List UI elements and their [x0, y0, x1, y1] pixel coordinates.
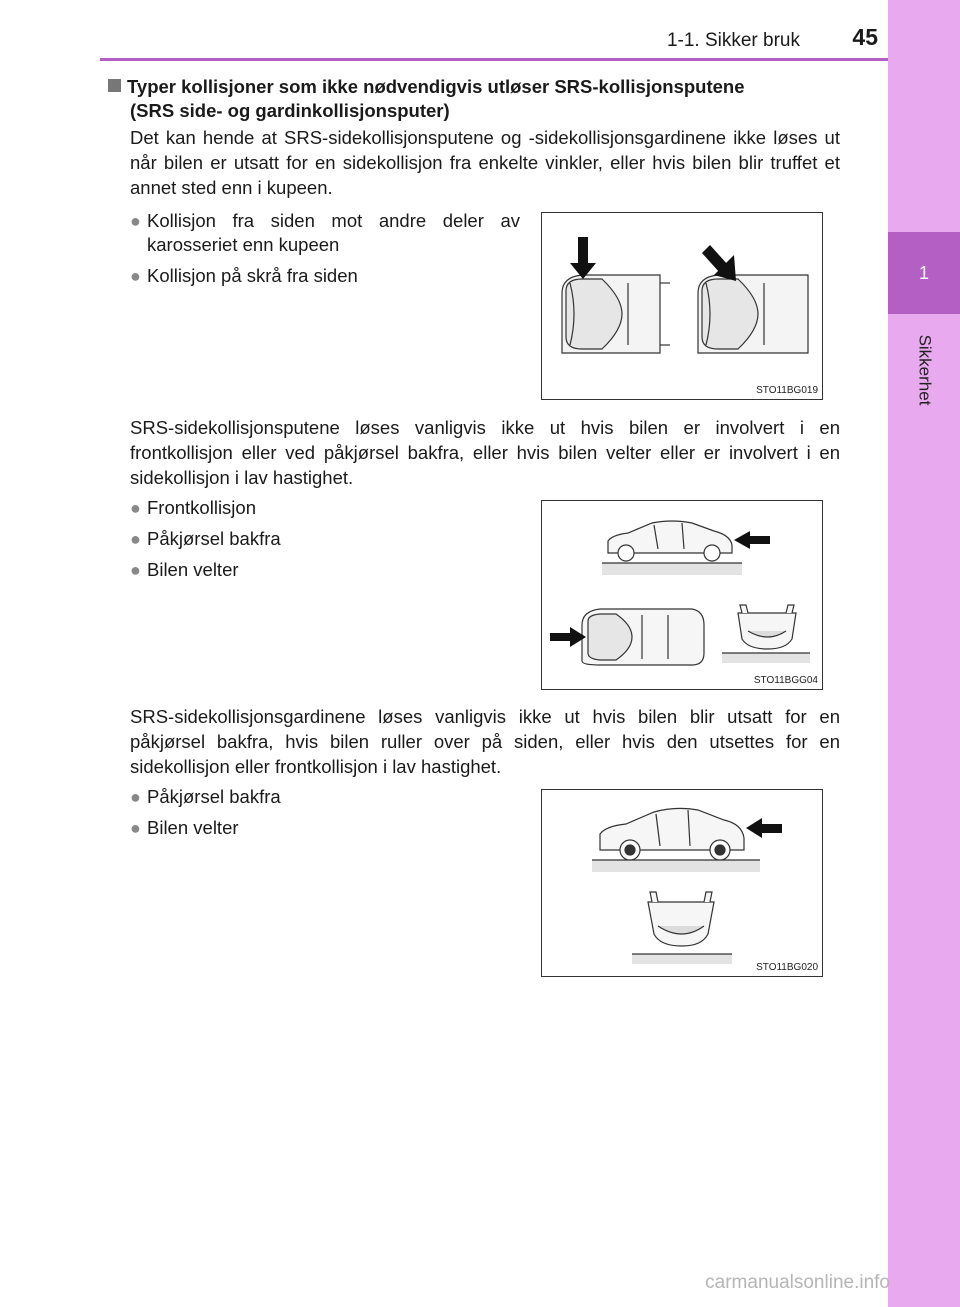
arrow-left-icon	[746, 818, 782, 838]
bullet-dot-icon: ●	[130, 266, 141, 286]
bullet-dot-icon: ●	[130, 529, 141, 549]
arrow-left-icon	[734, 531, 770, 549]
chapter-side-tab	[888, 0, 960, 1307]
car-rollover	[648, 892, 714, 946]
car-top-view-left	[562, 275, 670, 353]
list-item	[130, 209, 520, 257]
list-item-text: Påkjørsel bakfra	[147, 786, 281, 807]
chapter-number-box	[888, 232, 960, 314]
section-title: 1-1. Sikker bruk	[666, 30, 800, 51]
figure-code: STO11BGG04	[753, 675, 818, 686]
arrow-right-icon	[550, 627, 586, 647]
arrow-down-icon	[570, 237, 596, 279]
list-item-text: Kollisjon fra siden mot andre deler av karosseriet enn kupeen	[147, 210, 520, 255]
bullet-list-2	[130, 496, 520, 589]
figure-rear-rollover	[541, 789, 823, 977]
road-surface	[632, 954, 732, 964]
bullet-list-1	[130, 209, 520, 295]
chapter-title: Sikkerhet	[915, 334, 934, 406]
section-heading	[108, 75, 848, 123]
arrow-diagonal-icon	[702, 245, 736, 281]
list-item-text: Kollisjon på skrå fra siden	[147, 265, 358, 286]
list-item	[130, 785, 520, 809]
rear-rollover-illustration	[542, 790, 822, 976]
car-rollover	[738, 605, 796, 649]
header-divider	[100, 58, 888, 61]
car-side-view	[608, 521, 732, 561]
paragraph-2: SRS-sidekollisjonsputene løses vanligvis ikke ut hvis bilen er involvert i en frontkollisjon eller ved påkjørsel bakfra, eller hvis bilen velter eller er involvert i en sidekollisjon i lav hastighet.	[130, 417, 840, 488]
road-surface	[602, 563, 742, 575]
list-item	[130, 558, 520, 582]
list-item	[130, 264, 520, 288]
front-rear-rollover-illustration	[542, 501, 822, 689]
bullet-dot-icon: ●	[130, 211, 141, 231]
paragraph-3: SRS-sidekollisjonsgardinene løses vanligvis ikke ut hvis bilen blir utsatt for en påkjørsel bakfra, hvis bilen ruller over på siden, eller hvis den utsettes for en sidekollisjon eller frontkollisjon i lav hastighet.	[130, 706, 840, 777]
list-item-text: Bilen velter	[147, 817, 239, 838]
bullet-dot-icon: ●	[130, 560, 141, 580]
heading-line-1: Typer kollisjoner som ikke nødvendigvis utløser SRS-kollisjonsputene	[127, 76, 745, 97]
list-item-text: Bilen velter	[147, 559, 239, 580]
watermark: carmanualsonline.info	[705, 1272, 890, 1293]
bullet-dot-icon: ●	[130, 818, 141, 838]
list-item	[130, 816, 520, 840]
road-surface	[592, 860, 760, 872]
list-item	[130, 496, 520, 520]
car-top-view	[582, 609, 704, 665]
road-surface	[722, 653, 810, 663]
bullet-dot-icon: ●	[130, 498, 141, 518]
page-number: 45	[852, 24, 878, 50]
paragraph-1: Det kan hende at SRS-sidekollisjonsputene og -sidekollisjonsgardinene ikke løses ut når bilen er utsatt for en sidekollisjon fra enkelte vinkler, eller hvis bilen blir truffet et annet sted enn i kupeen.	[130, 127, 840, 198]
list-item-text: Påkjørsel bakfra	[147, 528, 281, 549]
figure-side-collision	[541, 212, 823, 400]
bullet-list-3	[130, 785, 520, 847]
bullet-dot-icon: ●	[130, 787, 141, 807]
chapter-title-area	[888, 320, 960, 420]
heading-square-icon	[108, 79, 121, 92]
list-item	[130, 527, 520, 551]
car-side-view	[600, 808, 744, 860]
list-item-text: Frontkollisjon	[147, 497, 256, 518]
heading-line-2: (SRS side- og gardinkollisjonsputer)	[130, 100, 450, 121]
car-top-view-right	[698, 275, 808, 353]
side-collision-illustration	[542, 213, 822, 399]
chapter-number: 1	[918, 262, 929, 283]
figure-code: STO11BG019	[756, 385, 818, 396]
figure-code: STO11BG020	[756, 962, 818, 973]
figure-front-rear-rollover	[541, 500, 823, 690]
